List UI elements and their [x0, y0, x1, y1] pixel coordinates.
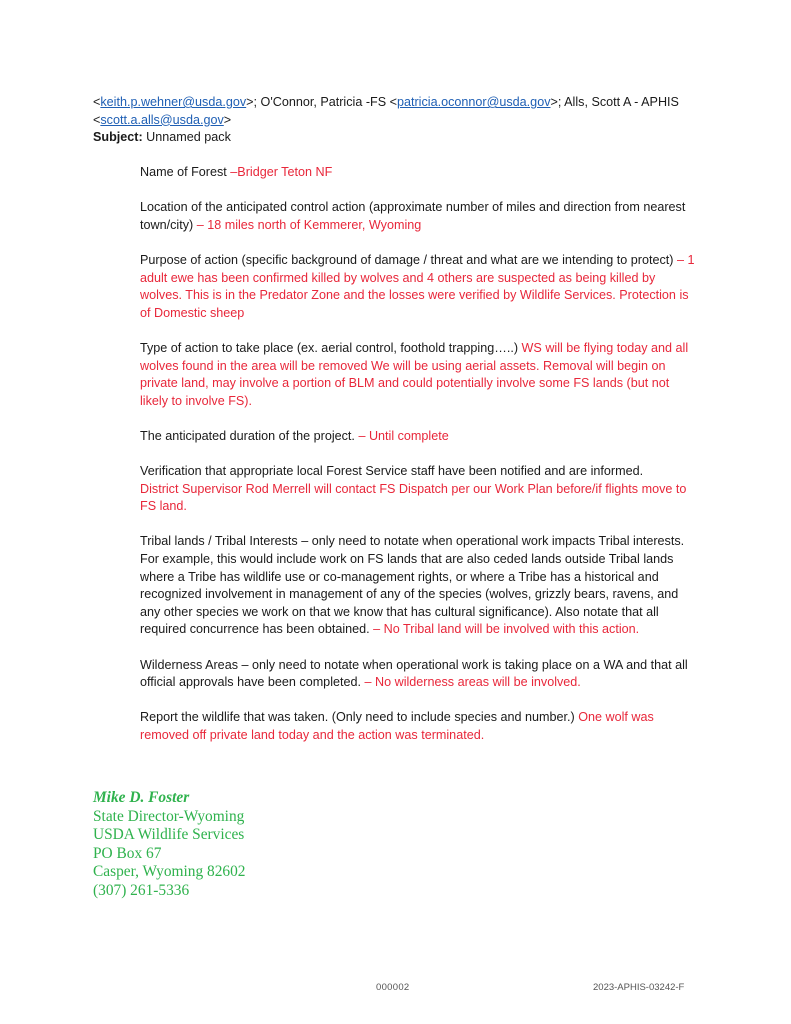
subject-label: Subject: [93, 130, 143, 145]
answer-text: – No wilderness areas will be involved. [364, 675, 581, 690]
action-type-paragraph: Type of action to take place (ex. aerial control, foothold trapping…..) WS will be flying today and all wolves found in the area will be removed We will be using aerial assets. Removal will begin on private land, may involve a portion of BLM and could potentially involve some FS lands (but not likely to involve FS). [140, 340, 689, 408]
signature-city: Casper, Wyoming 82602 [93, 863, 246, 881]
answer-text: – No Tribal land will be involved with this action. [373, 622, 640, 637]
verification-paragraph: Verification that appropriate local Forest Service staff have been notified and are informed. District Supervisor Rod Merrell will contact FS Dispatch per our Work Plan before/if flights move to FS land. [140, 464, 687, 514]
signature-phone: (307) 261-5336 [93, 881, 190, 899]
recipient-separator: ; O'Connor, Patricia -FS [253, 95, 390, 109]
location-paragraph: Location of the anticipated control action (approximate number of miles and direction from nearest town/city) – 18 miles north of Kemmerer, Wyoming [140, 200, 686, 232]
signature-name: Mike D. Foster [93, 789, 190, 806]
recipient-separator: ; Alls, Scott A - APHIS [557, 95, 679, 109]
tribal-lands-paragraph: Tribal lands / Tribal Interests – only need to notate when operational work impacts Tribal interests. For example, this would include work on FS lands that are also ceded lands outside Tribal lands where a Tribe has wildlife use or co-management rights, or where a Tribe has a historical and recognized involvement in management of any of the species (wolves, grizzly bears, ravens, and any other species we work on that we know that has cultural significance). Also notate that all required concurrence has been obtained. – No Tribal land will be involved with this action. [140, 534, 685, 637]
email-link-oconnor[interactable]: patricia.oconnor@usda.gov [396, 95, 551, 109]
subject-line [93, 129, 703, 147]
answer-text: – 18 miles north of Kemmerer, Wyoming [196, 217, 422, 232]
answer-text: District Supervisor Rod Merrell will contact FS Dispatch per our Work Plan before/if flights move to FS land. [140, 481, 687, 514]
purpose-paragraph: Purpose of action (specific background of damage / threat and what are we intending to protect) – 1 adult ewe has been confirmed killed by wolves and 4 others are suspected as being killed by wolves. This is in the Predator Zone and the losses were verified by Wildlife Services. Protection is of Domestic sheep [140, 252, 695, 320]
duration-paragraph: The anticipated duration of the project. – Until complete [140, 428, 449, 443]
signature-org: USDA Wildlife Services [93, 826, 245, 844]
subject-value: Unnamed pack [142, 130, 231, 145]
recipients-line-1: <keith.p.wehner@usda.gov>; O'Connor, Patricia -FS <patricia.oconnor@usda.gov>; Alls, Scott A - APHIS [93, 95, 679, 109]
wilderness-paragraph: Wilderness Areas – only need to notate when operational work is taking place on a WA and that all official approvals have been completed. – No wilderness areas will be involved. [140, 657, 688, 690]
signature-title: State Director-Wyoming [93, 807, 245, 825]
answer-text: – Until complete [358, 428, 449, 443]
signature-po-box: PO Box 67 [93, 844, 162, 862]
page-number: 000002 [376, 982, 410, 993]
document-id: 2023-APHIS-03242-F [593, 982, 685, 993]
answer-text: One wolf was removed off private land today and the action was terminated. [140, 710, 654, 742]
recipients-line-2: <scott.a.alls@usda.gov> [93, 112, 232, 127]
answer-text: –Bridger Teton NF [230, 165, 333, 179]
forest-name-paragraph: Name of Forest –Bridger Teton NF [140, 165, 333, 179]
wildlife-taken-paragraph: Report the wildlife that was taken. (Only need to include species and number.) One wolf was removed off private land today and the action was terminated. [140, 710, 654, 742]
email-link-alls[interactable]: scott.a.alls@usda.gov [100, 112, 224, 127]
answer-text: WS will be flying today and all wolves found in the area will be removed We will be using aerial assets. Removal will begin on private land, may involve a portion of BLM and could potentially involve some FS lands (but not likely to involve FS). [140, 340, 689, 408]
email-link-wehner[interactable]: keith.p.wehner@usda.gov [100, 95, 247, 109]
email-body [140, 164, 700, 762]
email-header [93, 94, 703, 147]
signature-block [93, 789, 246, 901]
answer-text: – 1 adult ewe has been confirmed killed by wolves and 4 others are suspected as being killed by wolves. This is in the Predator Zone and the losses were verified by Wildlife Services. Protection is of Domestic sheep [140, 252, 695, 320]
